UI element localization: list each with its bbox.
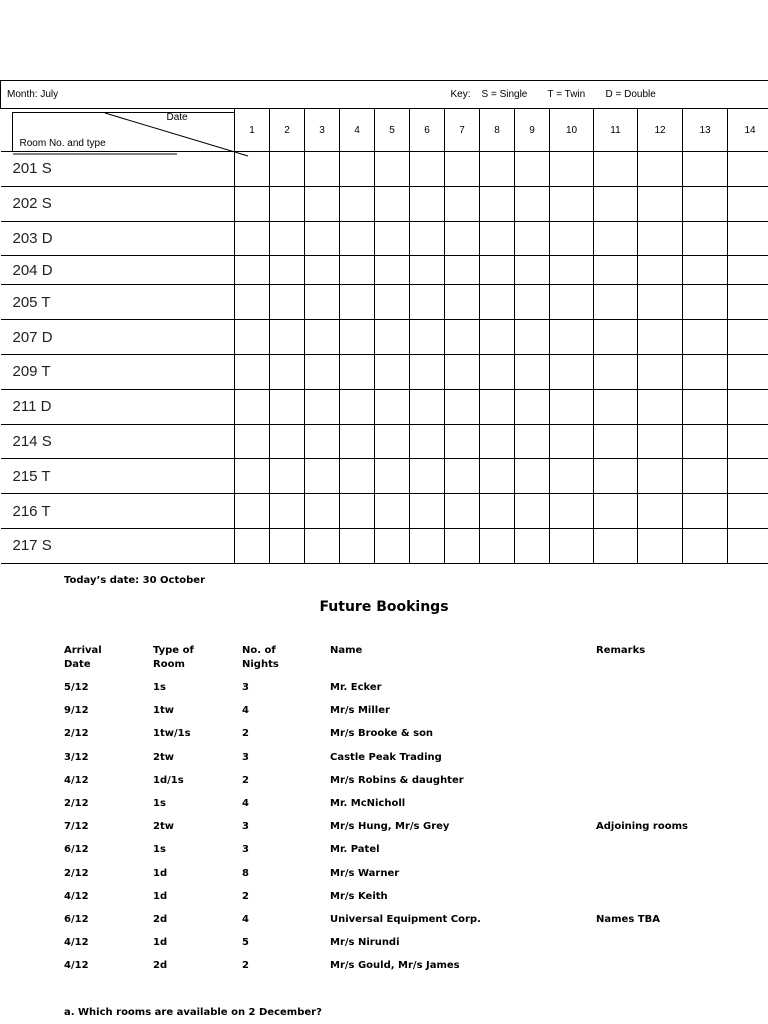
header-type: Type of Room [153, 645, 194, 670]
booking-type: 1tw [153, 705, 174, 717]
room-row [1, 389, 768, 424]
date-header-2: 2 [270, 109, 305, 152]
booking-cell[interactable] [638, 528, 683, 563]
date-header-13: 13 [683, 109, 728, 152]
booking-cell[interactable] [638, 152, 683, 187]
booking-cell[interactable] [375, 186, 410, 221]
chart-month-row [1, 81, 768, 109]
booking-cell[interactable] [480, 186, 515, 221]
booking-cell[interactable] [480, 354, 515, 389]
booking-cell[interactable] [550, 389, 594, 424]
key-double: D = Double [605, 88, 656, 100]
booking-arrival: 3/12 [64, 751, 89, 763]
booking-arrival: 6/12 [64, 914, 89, 925]
room-row [1, 186, 768, 221]
booking-cell[interactable] [638, 320, 683, 355]
booking-nights: 2 [242, 774, 249, 786]
question-a: a. Which rooms are available on 2 December? [64, 1007, 322, 1018]
booking-cell[interactable] [683, 320, 728, 355]
date-header-1: 1 [235, 109, 270, 152]
booking-nights: 2 [242, 960, 249, 972]
key-twin: T = Twin [547, 88, 586, 100]
booking-cell[interactable] [594, 186, 638, 221]
booking-cell[interactable] [410, 424, 445, 459]
booking-type: 1s [153, 844, 166, 856]
booking-remarks: Adjoining rooms [596, 821, 688, 833]
booking-cell[interactable] [728, 389, 768, 424]
booking-cell[interactable] [340, 152, 375, 187]
booking-arrival: 2/12 [64, 798, 89, 809]
booking-cell[interactable] [594, 354, 638, 389]
booking-cell[interactable] [515, 494, 550, 529]
booking-cell[interactable] [683, 285, 728, 320]
booking-cell[interactable] [728, 424, 768, 459]
booking-cell[interactable] [638, 424, 683, 459]
booking-name: Mr/s Brooke & son [330, 728, 434, 740]
header-name: Name [330, 645, 363, 656]
booking-cell[interactable] [728, 354, 768, 389]
booking-cell[interactable] [410, 256, 445, 285]
booking-cell[interactable] [550, 256, 594, 285]
booking-cell[interactable] [515, 354, 550, 389]
corner-room-label: Room No. and type [19, 138, 106, 149]
booking-arrival: 2/12 [64, 728, 89, 740]
booking-cell[interactable] [375, 152, 410, 187]
booking-type: 1d [153, 937, 168, 949]
booking-cell[interactable] [270, 459, 305, 494]
booking-cell[interactable] [594, 528, 638, 563]
booking-cell[interactable] [305, 320, 340, 355]
date-header-3: 3 [305, 109, 340, 152]
booking-cell[interactable] [480, 459, 515, 494]
booking-cell[interactable] [550, 459, 594, 494]
key-single: S = Single [481, 88, 528, 100]
booking-cell[interactable] [594, 424, 638, 459]
booking-cell[interactable] [235, 389, 270, 424]
header-arrival: Arrival Date [64, 645, 102, 670]
booking-name: Mr. Ecker [330, 682, 382, 693]
booking-arrival: 7/12 [64, 821, 89, 833]
booking-name: Mr/s Warner [330, 867, 400, 879]
booking-cell[interactable] [638, 459, 683, 494]
booking-cell[interactable] [410, 152, 445, 187]
month-label: Month: July [1, 81, 445, 109]
booking-cell[interactable] [728, 494, 768, 529]
booking-nights: 4 [242, 705, 249, 717]
booking-cell[interactable] [594, 285, 638, 320]
booking-cell[interactable] [683, 186, 728, 221]
booking-cell[interactable] [683, 459, 728, 494]
booking-cell[interactable] [375, 494, 410, 529]
booking-name: Universal Equipment Corp. [330, 914, 481, 925]
room-label: 217 S [1, 528, 235, 563]
booking-cell[interactable] [305, 285, 340, 320]
booking-cell[interactable] [270, 186, 305, 221]
booking-cell[interactable] [515, 186, 550, 221]
booking-cell[interactable] [340, 256, 375, 285]
room-row [1, 459, 768, 494]
header-nights: No. of Nights [242, 645, 279, 670]
booking-cell[interactable] [235, 354, 270, 389]
booking-cell[interactable] [515, 221, 550, 256]
date-header-6: 6 [410, 109, 445, 152]
booking-cell[interactable] [340, 285, 375, 320]
booking-cell[interactable] [270, 152, 305, 187]
room-label: 205 T [1, 285, 235, 320]
booking-cell[interactable] [480, 528, 515, 563]
booking-cell[interactable] [683, 528, 728, 563]
booking-cell[interactable] [445, 285, 480, 320]
booking-arrival: 5/12 [64, 682, 89, 693]
booking-cell[interactable] [375, 256, 410, 285]
booking-cell[interactable] [235, 186, 270, 221]
date-header-12: 12 [638, 109, 683, 152]
booking-cell[interactable] [445, 320, 480, 355]
booking-cell[interactable] [480, 494, 515, 529]
booking-cell[interactable] [550, 186, 594, 221]
booking-cell[interactable] [340, 354, 375, 389]
booking-cell[interactable] [728, 320, 768, 355]
key-legend [445, 81, 768, 109]
booking-cell[interactable] [340, 320, 375, 355]
date-header-7: 7 [445, 109, 480, 152]
booking-cell[interactable] [270, 494, 305, 529]
booking-cell[interactable] [728, 186, 768, 221]
booking-type: 1tw/1s [153, 728, 191, 740]
booking-arrival: 4/12 [64, 960, 89, 972]
room-label: 211 D [1, 389, 235, 424]
booking-nights: 3 [242, 821, 249, 833]
future-bookings-title: Future Bookings [319, 599, 449, 615]
booking-cell[interactable] [375, 528, 410, 563]
date-header-11: 11 [594, 109, 638, 152]
room-label: 201 S [1, 152, 235, 187]
booking-cell[interactable] [515, 152, 550, 187]
booking-cell[interactable] [728, 221, 768, 256]
booking-name: Mr/s Nirundi [330, 937, 400, 949]
booking-cell[interactable] [410, 186, 445, 221]
booking-type: 2d [153, 914, 168, 925]
corner-date-label: Date [166, 112, 188, 123]
booking-cell[interactable] [515, 459, 550, 494]
booking-cell[interactable] [638, 256, 683, 285]
booking-cell[interactable] [305, 186, 340, 221]
room-row [1, 256, 768, 285]
booking-cell[interactable] [270, 389, 305, 424]
booking-cell[interactable] [410, 285, 445, 320]
booking-cell[interactable] [683, 256, 728, 285]
booking-cell[interactable] [375, 285, 410, 320]
booking-cell[interactable] [270, 256, 305, 285]
booking-name: Mr/s Robins & daughter [330, 774, 464, 786]
booking-cell[interactable] [410, 528, 445, 563]
booking-cell[interactable] [550, 424, 594, 459]
room-label: 214 S [1, 424, 235, 459]
booking-cell[interactable] [445, 186, 480, 221]
booking-cell[interactable] [445, 389, 480, 424]
booking-cell[interactable] [515, 256, 550, 285]
booking-cell[interactable] [480, 320, 515, 355]
booking-cell[interactable] [480, 256, 515, 285]
booking-nights: 4 [242, 914, 249, 925]
booking-name: Mr/s Miller [330, 705, 390, 717]
booking-nights: 2 [242, 890, 249, 902]
booking-cell[interactable] [305, 389, 340, 424]
booking-cell[interactable] [235, 285, 270, 320]
booking-cell[interactable] [340, 494, 375, 529]
booking-cell[interactable] [235, 494, 270, 529]
booking-cell[interactable] [270, 320, 305, 355]
booking-cell[interactable] [515, 528, 550, 563]
room-label: 204 D [1, 256, 235, 285]
date-header-row [1, 109, 768, 152]
booking-type: 1d [153, 867, 168, 879]
booking-nights: 3 [242, 844, 249, 856]
booking-nights: 5 [242, 937, 249, 949]
booking-cell[interactable] [270, 354, 305, 389]
booking-cell[interactable] [594, 221, 638, 256]
booking-cell[interactable] [480, 424, 515, 459]
booking-cell[interactable] [445, 494, 480, 529]
booking-cell[interactable] [594, 320, 638, 355]
booking-cell[interactable] [515, 389, 550, 424]
booking-cell[interactable] [270, 285, 305, 320]
booking-cell[interactable] [340, 221, 375, 256]
date-header-8: 8 [480, 109, 515, 152]
booking-cell[interactable] [305, 459, 340, 494]
booking-cell[interactable] [270, 424, 305, 459]
room-row [1, 221, 768, 256]
booking-cell[interactable] [305, 494, 340, 529]
room-label: 203 D [1, 221, 235, 256]
room-label: 202 S [1, 186, 235, 221]
room-row [1, 285, 768, 320]
booking-cell[interactable] [683, 354, 728, 389]
booking-cell[interactable] [410, 320, 445, 355]
booking-cell[interactable] [728, 152, 768, 187]
booking-type: 1d/1s [153, 774, 184, 786]
booking-cell[interactable] [305, 256, 340, 285]
booking-cell[interactable] [305, 152, 340, 187]
booking-cell[interactable] [235, 459, 270, 494]
booking-arrival: 4/12 [64, 890, 89, 902]
date-header-10: 10 [550, 109, 594, 152]
room-label: 209 T [1, 354, 235, 389]
date-header-9: 9 [515, 109, 550, 152]
booking-cell[interactable] [235, 221, 270, 256]
booking-cell[interactable] [638, 389, 683, 424]
booking-name: Mr. McNicholl [330, 798, 406, 809]
booking-cell[interactable] [340, 389, 375, 424]
booking-arrival: 6/12 [64, 844, 89, 856]
booking-arrival: 2/12 [64, 867, 89, 879]
booking-nights: 8 [242, 867, 249, 879]
date-header-14: 14 [728, 109, 768, 152]
booking-type: 1s [153, 798, 166, 809]
booking-cell[interactable] [340, 186, 375, 221]
booking-name: Castle Peak Trading [330, 751, 442, 763]
booking-cell[interactable] [480, 389, 515, 424]
booking-cell[interactable] [305, 354, 340, 389]
booking-nights: 3 [242, 682, 249, 693]
booking-cell[interactable] [410, 389, 445, 424]
booking-cell[interactable] [728, 459, 768, 494]
booking-cell[interactable] [340, 424, 375, 459]
booking-cell[interactable] [445, 152, 480, 187]
booking-cell[interactable] [515, 424, 550, 459]
booking-cell[interactable] [683, 221, 728, 256]
booking-cell[interactable] [638, 494, 683, 529]
booking-nights: 3 [242, 751, 249, 763]
room-row [1, 354, 768, 389]
booking-cell[interactable] [638, 186, 683, 221]
room-label: 207 D [1, 320, 235, 355]
todays-date: Today’s date: 30 October [64, 575, 206, 586]
booking-cell[interactable] [515, 285, 550, 320]
room-row [1, 424, 768, 459]
booking-cell[interactable] [270, 221, 305, 256]
booking-name: Mr. Patel [330, 844, 380, 856]
booking-cell[interactable] [235, 320, 270, 355]
booking-arrival: 4/12 [64, 774, 89, 786]
corner-diagonal [1, 109, 251, 159]
date-header-4: 4 [340, 109, 375, 152]
booking-cell[interactable] [594, 152, 638, 187]
booking-cell[interactable] [305, 424, 340, 459]
booking-cell[interactable] [480, 152, 515, 187]
booking-cell[interactable] [375, 320, 410, 355]
header-remarks: Remarks [596, 645, 646, 656]
booking-cell[interactable] [683, 424, 728, 459]
booking-cell[interactable] [410, 354, 445, 389]
booking-cell[interactable] [550, 285, 594, 320]
booking-cell[interactable] [445, 256, 480, 285]
booking-cell[interactable] [235, 424, 270, 459]
booking-cell[interactable] [550, 320, 594, 355]
booking-type: 2tw [153, 751, 174, 763]
booking-name: Mr/s Hung, Mr/s Grey [330, 821, 450, 833]
room-row [1, 320, 768, 355]
booking-nights: 4 [242, 798, 249, 809]
booking-cell[interactable] [728, 256, 768, 285]
booking-cell[interactable] [515, 320, 550, 355]
booking-cell[interactable] [550, 354, 594, 389]
booking-cell[interactable] [728, 528, 768, 563]
booking-type: 2tw [153, 821, 174, 833]
booking-cell[interactable] [550, 221, 594, 256]
room-row [1, 494, 768, 529]
booking-cell[interactable] [235, 528, 270, 563]
booking-cell[interactable] [305, 221, 340, 256]
booking-cell[interactable] [480, 285, 515, 320]
booking-cell[interactable] [638, 354, 683, 389]
booking-name: Mr/s Gould, Mr/s James [330, 960, 460, 972]
booking-cell[interactable] [638, 285, 683, 320]
room-label: 215 T [1, 459, 235, 494]
date-header-5: 5 [375, 109, 410, 152]
booking-cell[interactable] [375, 459, 410, 494]
booking-cell[interactable] [550, 494, 594, 529]
booking-cell[interactable] [480, 221, 515, 256]
booking-cell[interactable] [410, 221, 445, 256]
booking-type: 2d [153, 960, 168, 972]
booking-cell[interactable] [270, 528, 305, 563]
booking-cell[interactable] [305, 528, 340, 563]
booking-name: Mr/s Keith [330, 890, 388, 902]
booking-cell[interactable] [445, 354, 480, 389]
booking-type: 1s [153, 682, 166, 693]
booking-cell[interactable] [683, 389, 728, 424]
booking-arrival: 4/12 [64, 937, 89, 949]
booking-arrival: 9/12 [64, 705, 89, 717]
booking-cell[interactable] [235, 256, 270, 285]
corner-header [1, 109, 235, 152]
booking-cell[interactable] [445, 221, 480, 256]
booking-cell[interactable] [445, 528, 480, 563]
booking-cell[interactable] [410, 494, 445, 529]
booking-cell[interactable] [410, 459, 445, 494]
key-label: Key: [450, 88, 471, 100]
booking-remarks: Names TBA [596, 914, 660, 925]
booking-cell[interactable] [550, 152, 594, 187]
booking-cell[interactable] [638, 221, 683, 256]
booking-nights: 2 [242, 728, 249, 740]
booking-cell[interactable] [340, 528, 375, 563]
room-row [1, 528, 768, 563]
booking-cell[interactable] [445, 424, 480, 459]
booking-cell[interactable] [594, 389, 638, 424]
booking-cell[interactable] [683, 494, 728, 529]
booking-cell[interactable] [375, 424, 410, 459]
booking-type: 1d [153, 890, 168, 902]
booking-cell[interactable] [594, 256, 638, 285]
booking-cell[interactable] [375, 389, 410, 424]
booking-cell[interactable] [445, 459, 480, 494]
booking-cell[interactable] [683, 152, 728, 187]
booking-cell[interactable] [375, 354, 410, 389]
room-chart [0, 80, 768, 564]
booking-cell[interactable] [340, 459, 375, 494]
booking-cell[interactable] [375, 221, 410, 256]
booking-cell[interactable] [594, 494, 638, 529]
booking-cell[interactable] [728, 285, 768, 320]
booking-cell[interactable] [594, 459, 638, 494]
room-label: 216 T [1, 494, 235, 529]
booking-cell[interactable] [550, 528, 594, 563]
